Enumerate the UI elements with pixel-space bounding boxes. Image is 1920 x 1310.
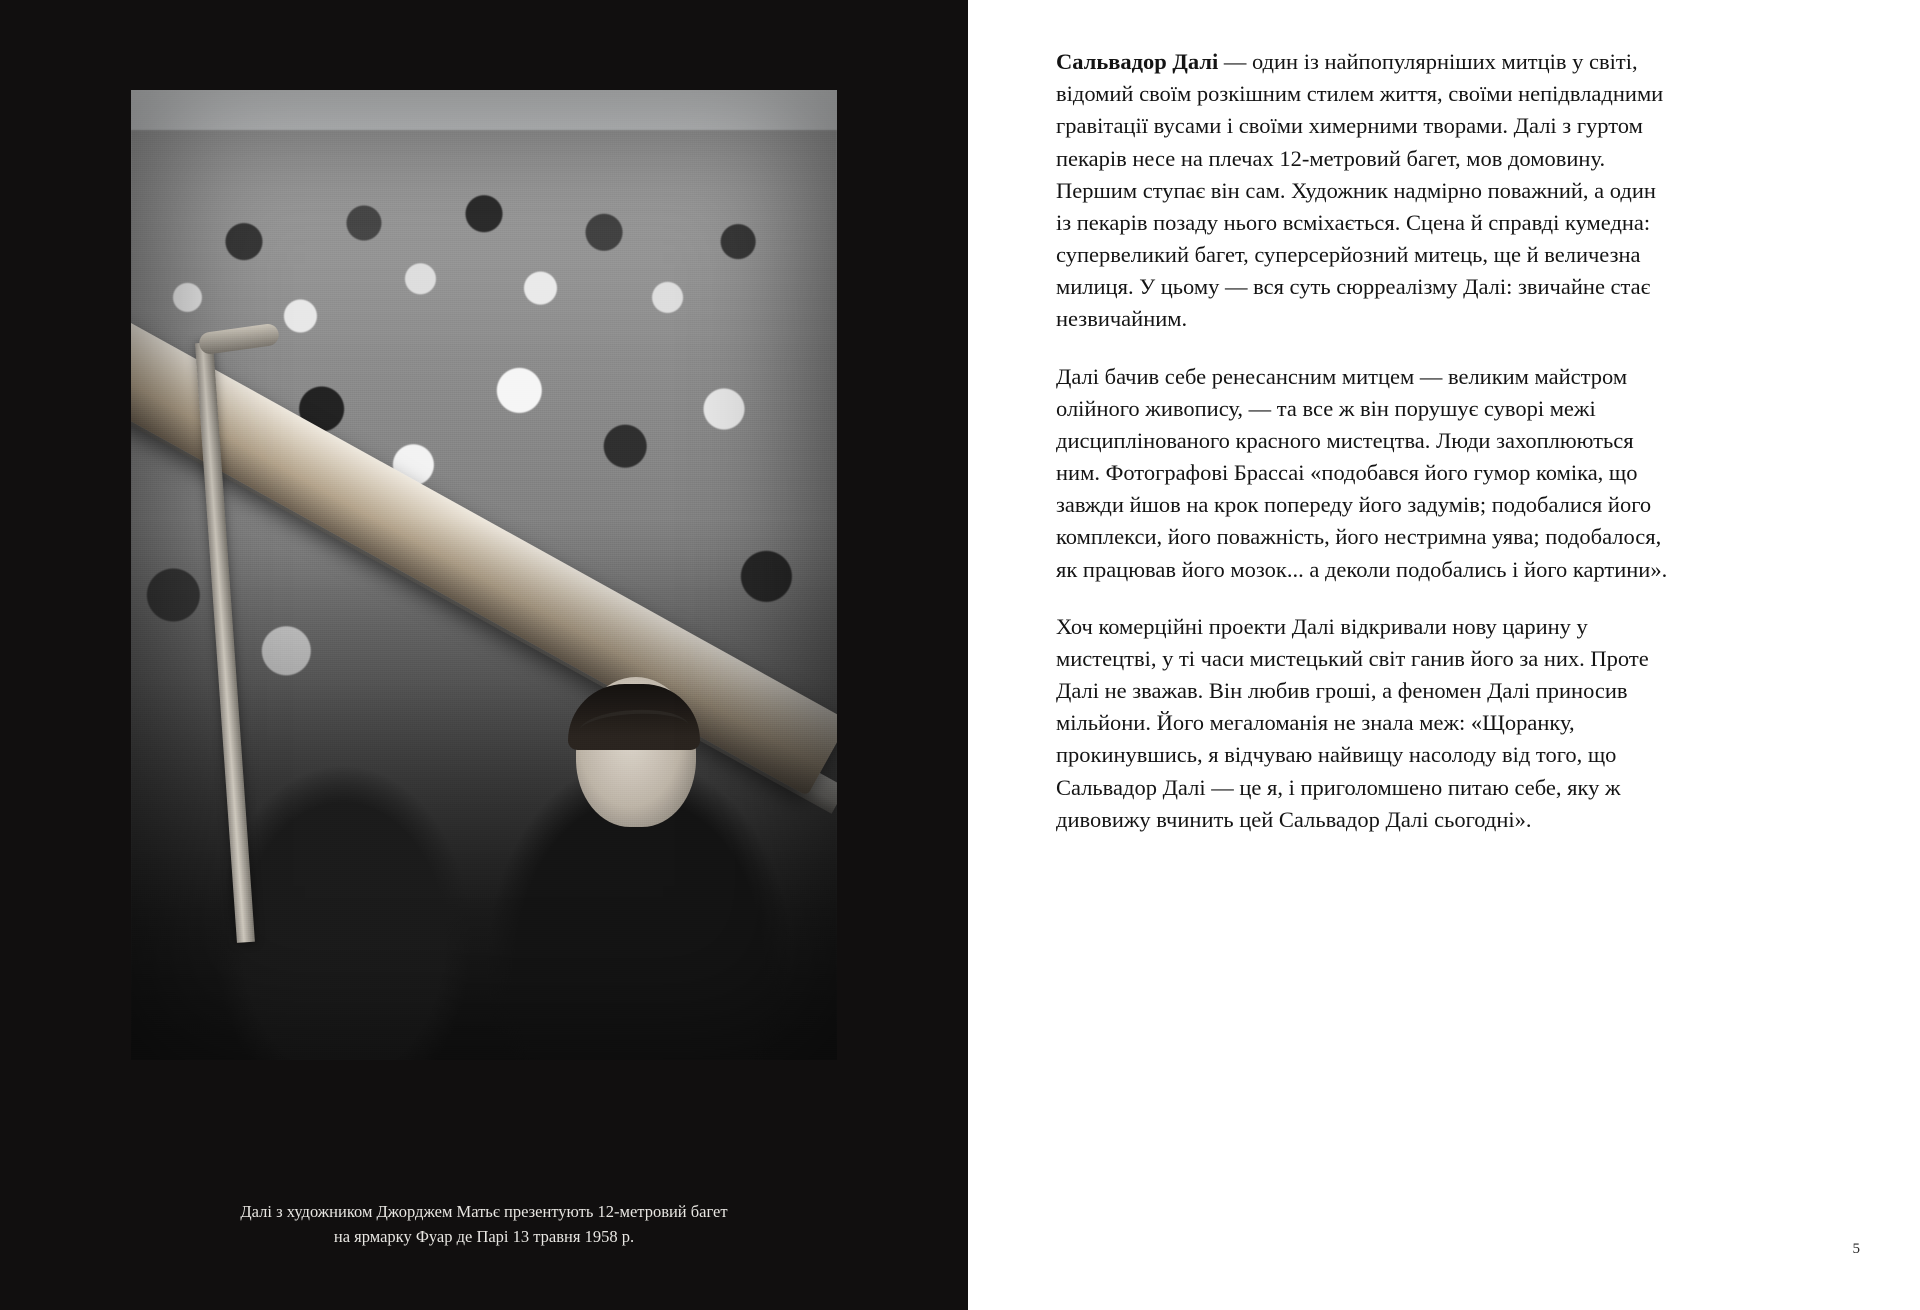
caption-line-1: Далі з художником Джорджем Матьє презентують 12-метровий багет [240,1202,728,1221]
paragraph-1 [1056,46,1676,336]
dali-baguette-photograph [131,90,837,1060]
body-text-column [1056,46,1676,836]
right-page [968,0,1920,1310]
paragraph-1-text: — один із найпопулярніших митців у світі, відомий своїм розкішним стилем життя, своїми непідвладними гравітації вусами і своїми химерними творами. Далі з гуртом пекарів несе на плечах 12-метровий багет, мов домовину. Першим ступає він сам. Художник надмірно поважний, а один із пекарів позаду нього всміхається. Сцена й справді кумедна: супервеликий багет, суперсерйозний митець, ще й величезна милиця. У цьому — вся суть сюрреалізму Далі: звичайне стає незвичайним. [1056,49,1664,332]
caption-line-2: на ярмарку Фуар де Парі 13 травня 1958 р. [333,1226,635,1246]
paragraph-3: Хоч комерційні проекти Далі відкривали нову царину у мистецтві, у ті часи мистецький світ ганив його за них. Проте Далі не зважав. Він любив гроші, а феномен Далі приносив мільйони. Його мегаломанія не знала меж: «Щоранку, прокинувшись, я відчуваю найвищу насолоду від того, що Сальвадор Далі — це я, і приголомшено питаю себе, яку ж дивовижу вчинить цей Сальвадор Далі сьогодні». [1056,613,1649,832]
lead-name: Сальвадор Далі [1056,49,1219,74]
paragraph-2: Далі бачив себе ренесансним митцем — великим майстром олійного живопису, — та все ж він порушує суворі межі дисциплінованого красного мистецтва. Люди захоплюються ним. Фотографові Брассаі «подобався його гумор коміка, що завжди йшов на крок попереду його задумів; подобалися його комплекси, його поважність, його нестримна уява; подобалося, як працював його мозок... а деколи подобались і його картини». [1056,363,1668,582]
photo-canvas [131,90,837,1060]
photo-caption [131,1200,837,1250]
page-number: 5 [1852,1241,1860,1257]
photo-film-grain [131,90,837,1060]
